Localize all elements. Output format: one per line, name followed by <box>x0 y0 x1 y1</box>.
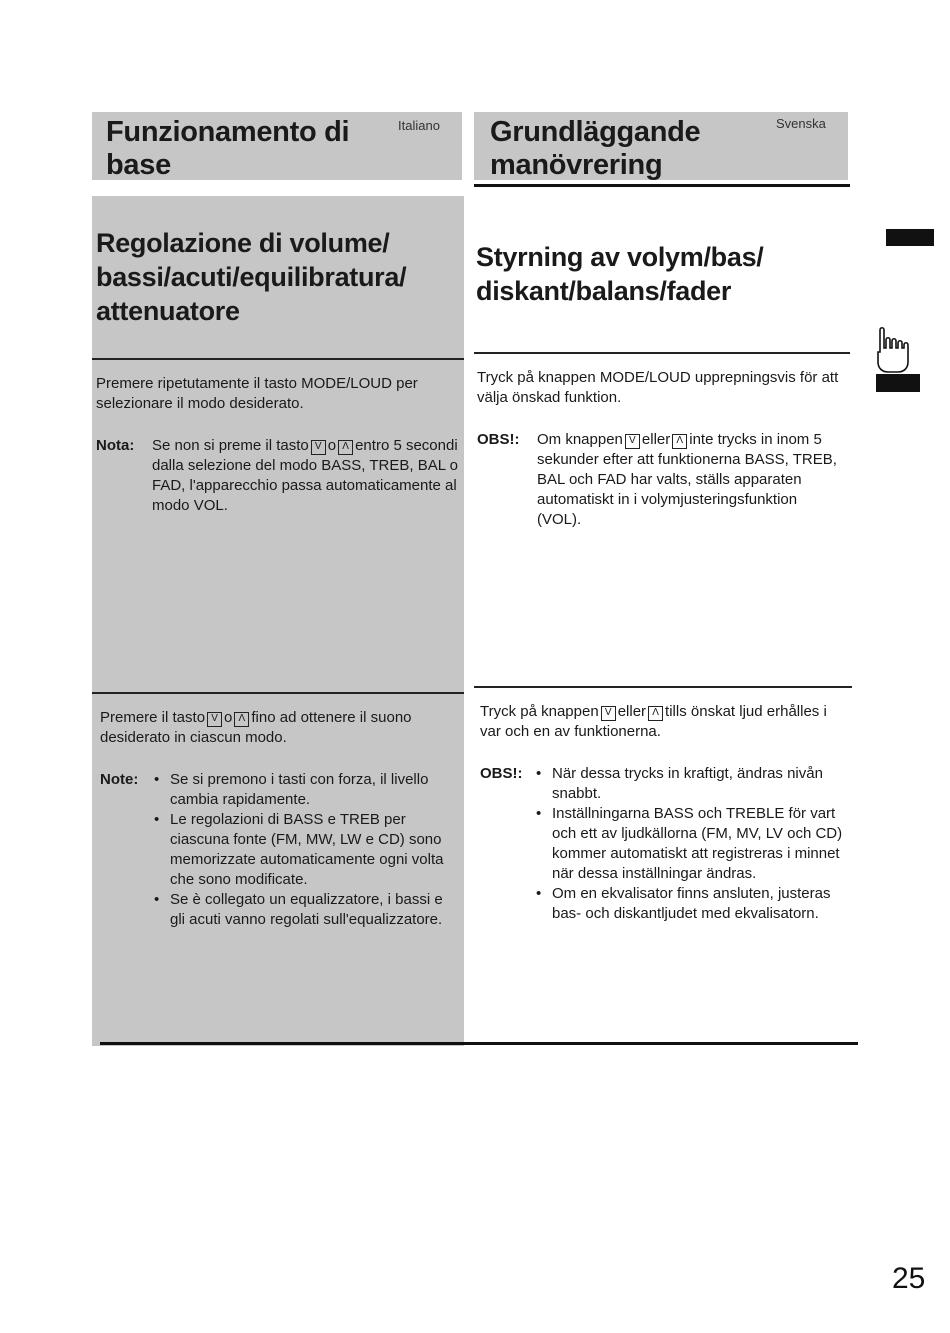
bottom-rule <box>100 1042 858 1045</box>
italian-header <box>92 112 462 180</box>
list-item: • Om en ekvalisator finns ansluten, justeras bas- och diskantljudet med ekvalisatorn. <box>536 885 831 922</box>
down-key-icon: V <box>207 712 222 727</box>
down-key-icon: V <box>625 434 640 449</box>
italian-note2 <box>100 770 462 930</box>
italian-title-rule <box>92 358 464 360</box>
italian-note1-c: entro 5 secondi dalla selezione del modo BASS, TREB, BAL o FAD, l'apparecchio passa automaticamente al modo VOL. <box>152 437 459 514</box>
italian-note1-label: Nota: <box>96 437 135 454</box>
list-item: • Inställningarna BASS och TREBLE för vart och ett av ljudkällorna (FM, MV, LV och CD) kommer automatiskt att registreras i minnet när dessa inställningar ändras. <box>536 805 843 882</box>
up-key-icon: Λ <box>338 440 353 455</box>
bullet-icon: • <box>154 771 160 788</box>
down-key-icon: V <box>311 440 326 455</box>
up-key-icon: Λ <box>234 712 249 727</box>
swedish-note1-c: inte trycks in inom 5 sekunder efter att funktionerna BASS, TREB, BAL och FAD har valts, ställs apparaten automatiskt in i volymjusteringsfunktion (VOL). <box>537 431 837 528</box>
italian-section-title: Regolazione di volume/ bassi/acuti/equilibratura/ attenuatore <box>96 228 407 326</box>
bullet-icon: • <box>154 811 160 828</box>
italian-note1-a: Se non si preme il tasto <box>152 437 309 454</box>
list-item: • Le regolazioni di BASS e TREB per ciascuna fonte (FM, MW, LW e CD) sono memorizzate automaticamente ogni volta che sono modificate. <box>154 811 444 888</box>
italian-note2-list <box>154 770 460 930</box>
italian-note2-label: Note: <box>100 771 139 788</box>
italian-header-title: Funzionamento di base <box>106 116 350 181</box>
italian-step1: Premere ripetutamente il tasto MODE/LOUD per selezionare il modo desiderato. <box>96 375 418 412</box>
swedish-note1-text <box>537 430 841 530</box>
header-rule <box>474 184 850 187</box>
italian-step2-a: Premere il tasto <box>100 709 206 726</box>
pointing-hand-icon <box>870 326 922 398</box>
italian-note1-b: o <box>327 437 337 454</box>
italian-mid-rule <box>92 692 464 694</box>
down-key-icon: V <box>601 706 616 721</box>
italian-step2-b: o <box>224 709 233 726</box>
swedish-note1-b: eller <box>641 431 671 448</box>
swedish-mid-rule <box>474 686 852 688</box>
italian-note1 <box>96 436 460 516</box>
list-item: • Se è collegato un equalizzatore, i bassi e gli acuti vanno regolati sull'equalizzatore. <box>154 891 443 928</box>
swedish-note2-list <box>536 764 848 924</box>
swedish-header-title: Grundläggande manövrering <box>490 116 701 181</box>
black-tab-icon <box>886 229 934 246</box>
swedish-step2-a: Tryck på knappen <box>480 703 599 720</box>
swedish-section-title: Styrning av volym/bas/ diskant/balans/fader <box>476 242 764 306</box>
swedish-lang-tag: Svenska <box>776 116 826 131</box>
swedish-step2-b: eller <box>617 703 647 720</box>
swedish-note1-label: OBS!: <box>477 431 520 448</box>
page-number: 25 <box>892 1262 926 1295</box>
bullet-icon: • <box>154 891 160 908</box>
bullet-icon: • <box>536 885 542 902</box>
swedish-title-rule <box>474 352 850 354</box>
bullet-icon: • <box>536 805 542 822</box>
list-item: • Se si premono i tasti con forza, il livello cambia rapidamente. <box>154 771 429 808</box>
italian-note1-text <box>152 436 458 516</box>
up-key-icon: Λ <box>672 434 687 449</box>
swedish-note1-a: Om knappen <box>537 431 623 448</box>
list-item: • När dessa trycks in kraftigt, ändras nivån snabbt. <box>536 765 823 802</box>
swedish-step1: Tryck på knappen MODE/LOUD upprepningsvis för att välja önskad funktion. <box>477 369 839 406</box>
swedish-note2 <box>480 764 850 924</box>
italian-lang-tag: Italiano <box>398 118 440 133</box>
swedish-step2-c: tills önskat ljud erhålles i var och en av funktionerna. <box>480 703 827 740</box>
swedish-step2 <box>480 702 840 742</box>
swedish-note2-label: OBS!: <box>480 765 523 782</box>
swedish-note1 <box>477 430 843 530</box>
italian-step2-c: fino ad ottenere il suono desiderato in ciascun modo. <box>100 709 412 746</box>
bullet-icon: • <box>536 765 542 782</box>
italian-step2 <box>100 708 456 748</box>
up-key-icon: Λ <box>648 706 663 721</box>
swedish-header <box>474 112 848 180</box>
